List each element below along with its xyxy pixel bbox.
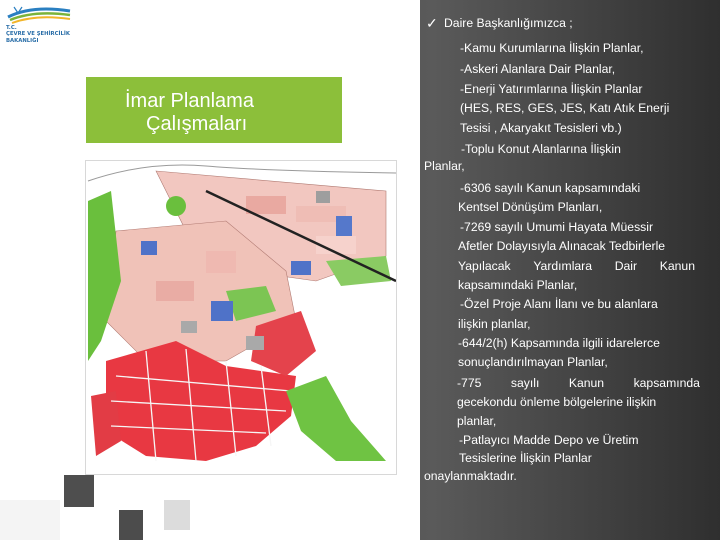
logo-line-1: T.C.	[6, 25, 17, 31]
list-item: -6306 sayılı Kanun kapsamındaki	[460, 181, 641, 195]
list-item: Planlar,	[424, 159, 465, 173]
checkmark-icon: ✓	[426, 15, 438, 31]
deco-square-dark-2	[119, 510, 143, 540]
ministry-logo	[2, 3, 76, 59]
list-item: -644/2(h) Kapsamında ilgili idarelerce	[458, 336, 660, 350]
logo-stripes-icon	[2, 3, 76, 25]
plan-drawing	[86, 161, 396, 474]
list-item: -Askeri Alanlara Dair Planlar,	[460, 62, 616, 76]
list-item: -7269 sayılı Umumi Hayata Müessir	[460, 220, 654, 234]
list-item: Kentsel Dönüşüm Planları,	[458, 200, 603, 214]
list-item: Afetler Dolayısıyla Alınacak Tedbirlerle	[458, 239, 666, 253]
list-item: onaylanmaktadır.	[424, 469, 517, 483]
title-box	[86, 77, 342, 143]
list-item: (HES, RES, GES, JES, Katı Atık Enerji	[460, 101, 670, 115]
list-item: -Özel Proje Alanı İlanı ve bu alanlara	[460, 297, 658, 311]
deco-square-gray	[164, 500, 190, 530]
title-line-2: Çalışmaları	[146, 113, 248, 135]
list-item: -Toplu Konut Alanlarına İlişkin	[461, 142, 621, 156]
logo-line-3: BAKANLIĞI	[6, 37, 39, 44]
list-item: sonuçlandırılmayan Planlar,	[458, 355, 608, 369]
list-item: kapsamındaki Planlar,	[458, 278, 578, 292]
list-item: planlar,	[457, 414, 497, 428]
deco-square-dark	[64, 475, 94, 507]
list-item: gecekondu önleme bölgelerine ilişkin	[457, 395, 657, 409]
logo-line-2: ÇEVRE VE ŞEHİRCİLİK	[6, 31, 70, 38]
list-item: Tesislerine İlişkin Planlar	[459, 451, 592, 465]
list-item: -775 sayılı Kanun kapsamında	[457, 376, 700, 390]
deco-square-light	[0, 500, 60, 540]
intro-text: Daire Başkanlığımızca ;	[444, 16, 573, 30]
city-plan-map	[85, 160, 397, 475]
list-item: -Kamu Kurumlarına İlişkin Planlar,	[460, 41, 644, 55]
logo-text	[6, 25, 70, 44]
list-item: -Patlayıcı Madde Depo ve Üretim	[459, 433, 639, 447]
content-panel	[420, 0, 720, 540]
list-item: Yapılacak Yardımlara Dair Kanun	[458, 259, 695, 273]
list-item: -Enerji Yatırımlarına İlişkin Planlar	[460, 82, 643, 96]
list-item: Tesisi , Akaryakıt Tesisleri vb.)	[460, 121, 622, 135]
list-item: ilişkin planlar,	[458, 317, 531, 331]
title-line-1: İmar Planlama	[125, 90, 254, 112]
